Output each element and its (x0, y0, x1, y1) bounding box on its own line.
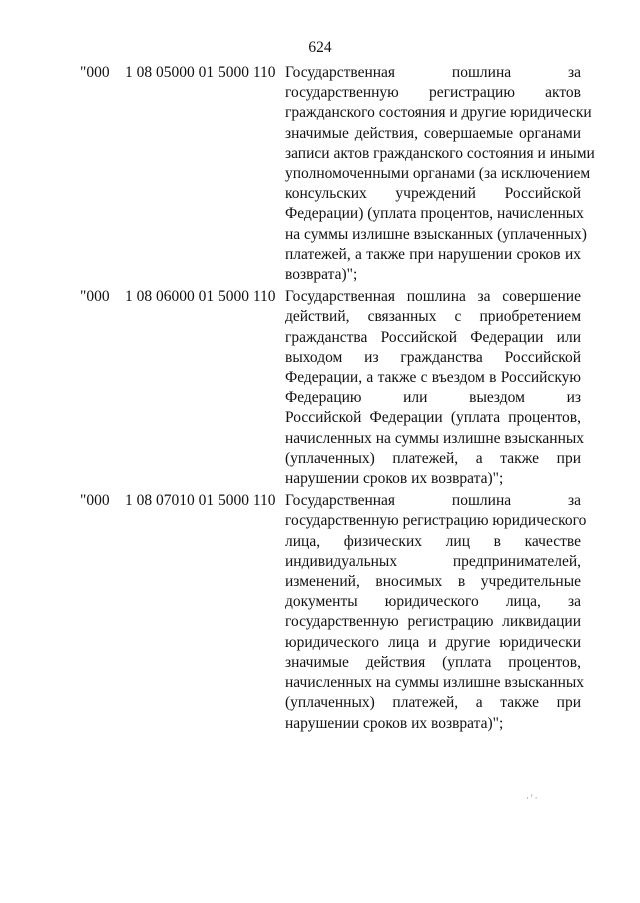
description-line: нарушении сроков их возврата)"; (285, 470, 504, 488)
admin-code: "000 (80, 64, 110, 81)
kbk-entry (0, 491, 640, 733)
description-line: нарушении сроков их возврата)"; (285, 714, 504, 732)
description-line: консульских учреждений Российской (285, 185, 581, 203)
description-line: государственную регистрацию юридического (285, 512, 587, 530)
description-line: изменений, вносимых в учредительные (285, 573, 581, 591)
description-line: записи актов гражданского состояния и иными (285, 144, 595, 162)
description-line: платежей, а также при нарушении сроков их (285, 245, 581, 263)
description-line: Российской Федерации (уплата процентов, (285, 409, 581, 427)
description-line: уполномоченными органами (за исключением (285, 165, 591, 183)
description-line: выходом из гражданства Российской (285, 348, 581, 366)
entry-description (285, 287, 585, 489)
description-line: Федерации, а также с въездом в Российскую (285, 369, 581, 387)
description-line: Государственная пошлина за (285, 64, 581, 81)
description-line: гражданского состояния и другие юридически (285, 104, 592, 122)
budget-classification-code: 1 08 05000 01 5000 110 (125, 64, 276, 81)
description-line: Федерации) (уплата процентов, начисленных (285, 205, 584, 223)
description-line: индивидуальных предпринимателей, (285, 552, 581, 570)
admin-code: "000 (80, 288, 110, 306)
kbk-entries-list (0, 63, 640, 734)
description-line: начисленных на суммы излишне взысканных (285, 429, 585, 447)
description-line: начисленных на суммы излишне взысканных (285, 674, 585, 692)
description-line: государственную регистрацию ликвидации (285, 613, 581, 631)
description-line: на суммы излишне взысканных (уплаченных) (285, 225, 587, 243)
description-line: действий, связанных с приобретением (285, 308, 581, 326)
admin-code: "000 (80, 492, 110, 510)
description-line: (уплаченных) платежей, а также при (285, 449, 581, 467)
description-line: лица, физических лиц в качестве (285, 532, 581, 550)
kbk-entry (0, 63, 640, 285)
scan-speck-mark: ·'· (526, 793, 540, 803)
page-number: 624 (308, 39, 332, 56)
budget-classification-code: 1 08 06000 01 5000 110 (125, 288, 276, 306)
kbk-entry (0, 287, 640, 489)
description-line: государственную регистрацию актов (285, 84, 581, 102)
description-line: Государственная пошлина за (285, 492, 581, 510)
budget-classification-code: 1 08 07010 01 5000 110 (125, 492, 276, 510)
description-line: значимые действия, совершаемые органами (285, 124, 581, 142)
description-line: документы юридического лица, за (285, 593, 581, 611)
description-line: Федерацию или выездом из (285, 389, 581, 407)
entry-description (285, 63, 595, 285)
description-line: гражданства Российской Федерации или (285, 328, 581, 346)
description-line: (уплаченных) платежей, а также при (285, 694, 581, 712)
description-line: Государственная пошлина за совершение (285, 288, 581, 306)
description-line: юридического лица и другие юридически (285, 633, 581, 651)
description-line: значимые действия (уплата процентов, (285, 653, 581, 671)
entry-description (285, 491, 587, 733)
description-line: возврата)"; (285, 266, 358, 284)
